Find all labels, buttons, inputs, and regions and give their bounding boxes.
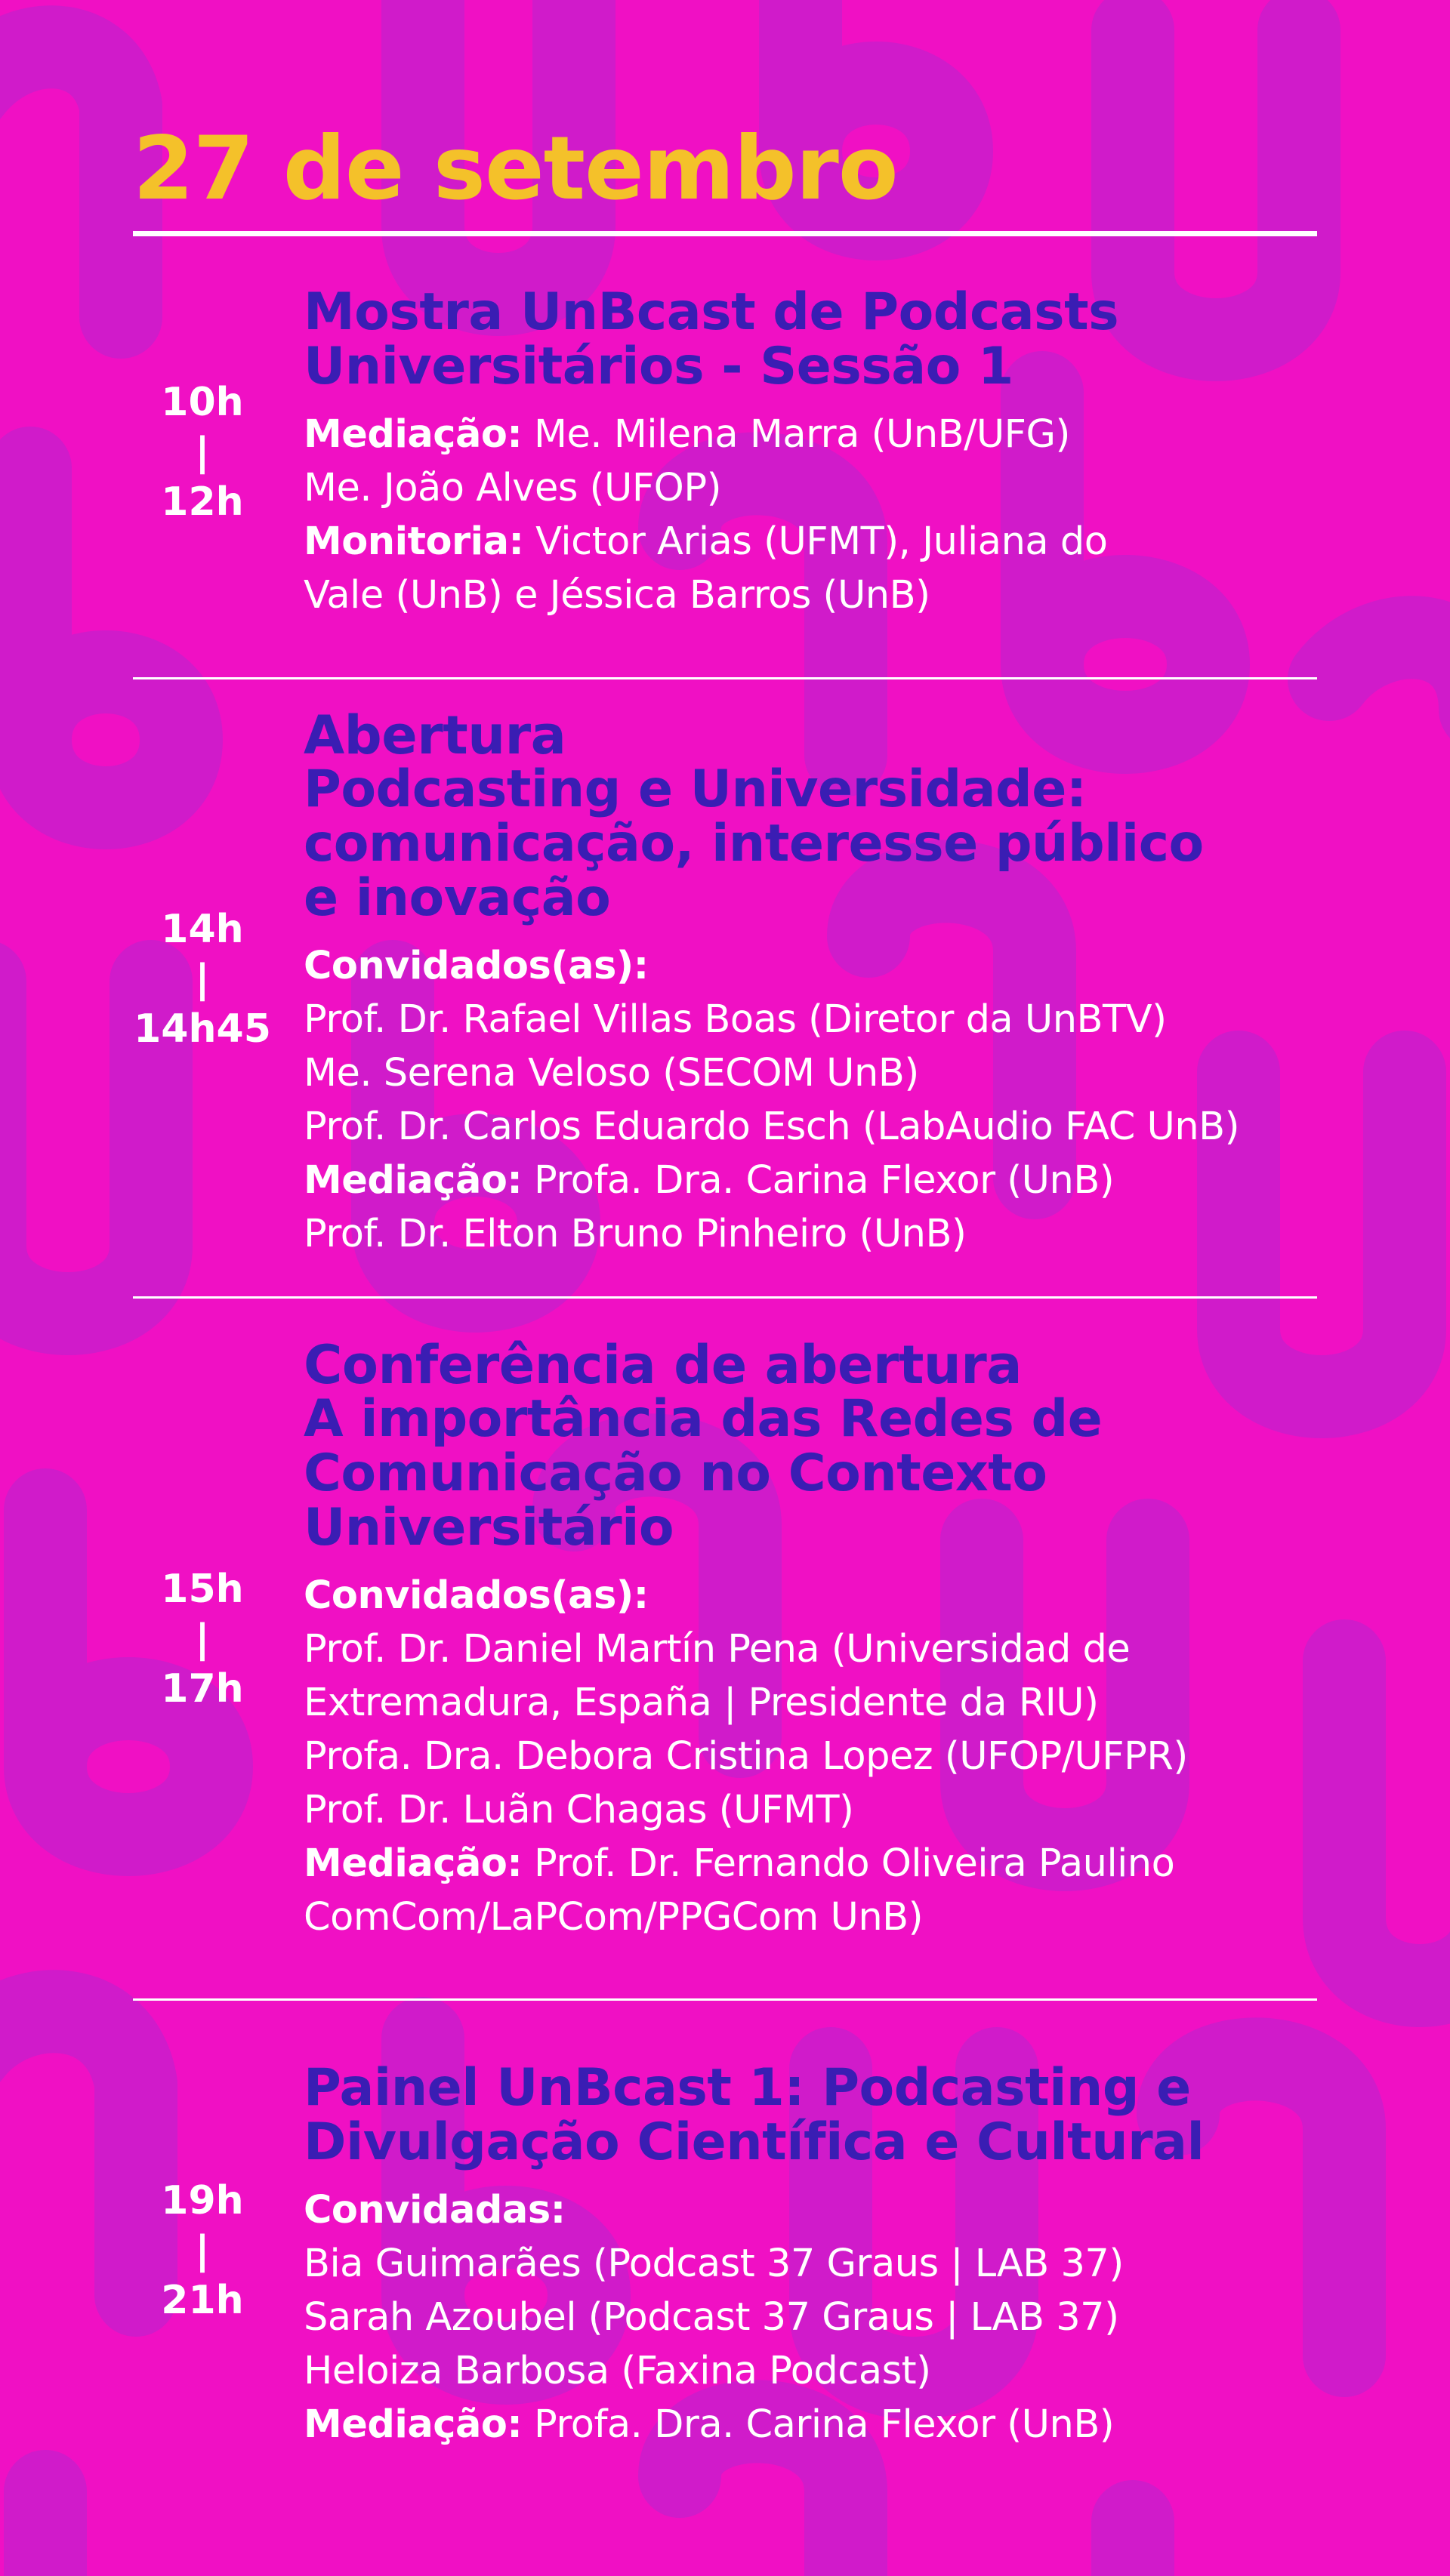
session-3-heading: A importância das Redes de Comunicação no Contexto Universitário [304,1389,1103,1558]
session-2-line-4: Prof. Dr. Carlos Eduardo Esch (LabAudio FAC UnB) [304,1105,1240,1149]
session-1-time [121,377,284,527]
session-1 [304,282,1436,622]
session-2-time [121,904,284,1054]
session-2-line-3: Me. Serena Veloso (SECOM UnB) [304,1051,919,1095]
session-4-line-4: Heloiza Barbosa (Faxina Podcast) [304,2349,931,2393]
session-1-heading: Mostra UnBcast de Podcasts Universitários - Sessão 1 [304,282,1119,396]
session-divider [133,677,1317,679]
session-1-time-start: 10h [161,380,244,425]
session-3-kicker: Conferência de abertura [304,1334,1022,1396]
session-divider [133,1296,1317,1299]
session-3-line-4: Profa. Dra. Debora Cristina Lopez (UFOP/UFPR) [304,1734,1188,1779]
session-3-time-start: 15h [161,1567,244,1612]
session-1-line-1: Mediação: Me. Milena Marra (UnB/UFG) [304,412,1070,457]
session-2-time-start: 14h [161,907,244,952]
session-4 [304,2058,1436,2451]
session-4-time [121,2176,284,2325]
session-4-line-3: Sarah Azoubel (Podcast 37 Graus | LAB 37) [304,2295,1119,2340]
session-1-line-4: Vale (UnB) e Jéssica Barros (UnB) [304,573,930,618]
session-4-time-separator: | [195,2228,210,2273]
session-2-line-5: Mediação: Profa. Dra. Carina Flexor (UnB) [304,1158,1115,1203]
session-3-time-end: 17h [161,1666,244,1712]
session-3-line-1: Convidados(as): [304,1573,649,1618]
session-2-line-2: Prof. Dr. Rafael Villas Boas (Diretor da UnBTV) [304,997,1167,1042]
session-3-time [121,1564,284,1714]
session-4-line-5: Mediação: Profa. Dra. Carina Flexor (UnB) [304,2402,1115,2447]
session-3 [304,1334,1436,1944]
session-2-time-end: 14h45 [134,1006,271,1052]
session-1-time-end: 12h [161,479,244,525]
session-4-line-1: Convidadas: [304,2188,566,2232]
session-1-time-separator: | [195,430,210,475]
page-title: 27 de setembro [133,118,898,220]
session-3-line-2: Prof. Dr. Daniel Martín Pena (Universidad de [304,1627,1131,1672]
session-2-kicker: Abertura [304,704,566,766]
session-2-line-6: Prof. Dr. Elton Bruno Pinheiro (UnB) [304,1212,967,1256]
session-2-time-separator: | [195,957,210,1002]
title-divider [133,231,1317,236]
session-1-line-3: Monitoria: Victor Arias (UFMT), Juliana do [304,519,1108,564]
session-4-line-2: Bia Guimarães (Podcast 37 Graus | LAB 37) [304,2242,1124,2286]
session-3-time-separator: | [195,1616,210,1662]
session-3-line-6: Mediação: Prof. Dr. Fernando Oliveira Paulino [304,1841,1175,1886]
session-2-heading: Podcasting e Universidade: comunicação, interesse público e inovação [304,760,1204,928]
session-4-time-start: 19h [161,2178,244,2223]
session-3-line-7: ComCom/LaPCom/PPGCom UnB) [304,1895,924,1940]
session-3-line-5: Prof. Dr. Luãn Chagas (UFMT) [304,1788,854,1832]
session-4-time-end: 21h [161,2278,244,2323]
session-2-line-1: Convidados(as): [304,944,649,988]
session-2 [304,704,1436,1261]
session-1-line-2: Me. João Alves (UFOP) [304,466,721,510]
session-4-heading: Painel UnBcast 1: Podcasting e Divulgação Científica e Cultural [304,2058,1205,2172]
session-divider [133,1998,1317,2001]
session-3-line-3: Extremadura, España | Presidente da RIU) [304,1681,1099,1725]
